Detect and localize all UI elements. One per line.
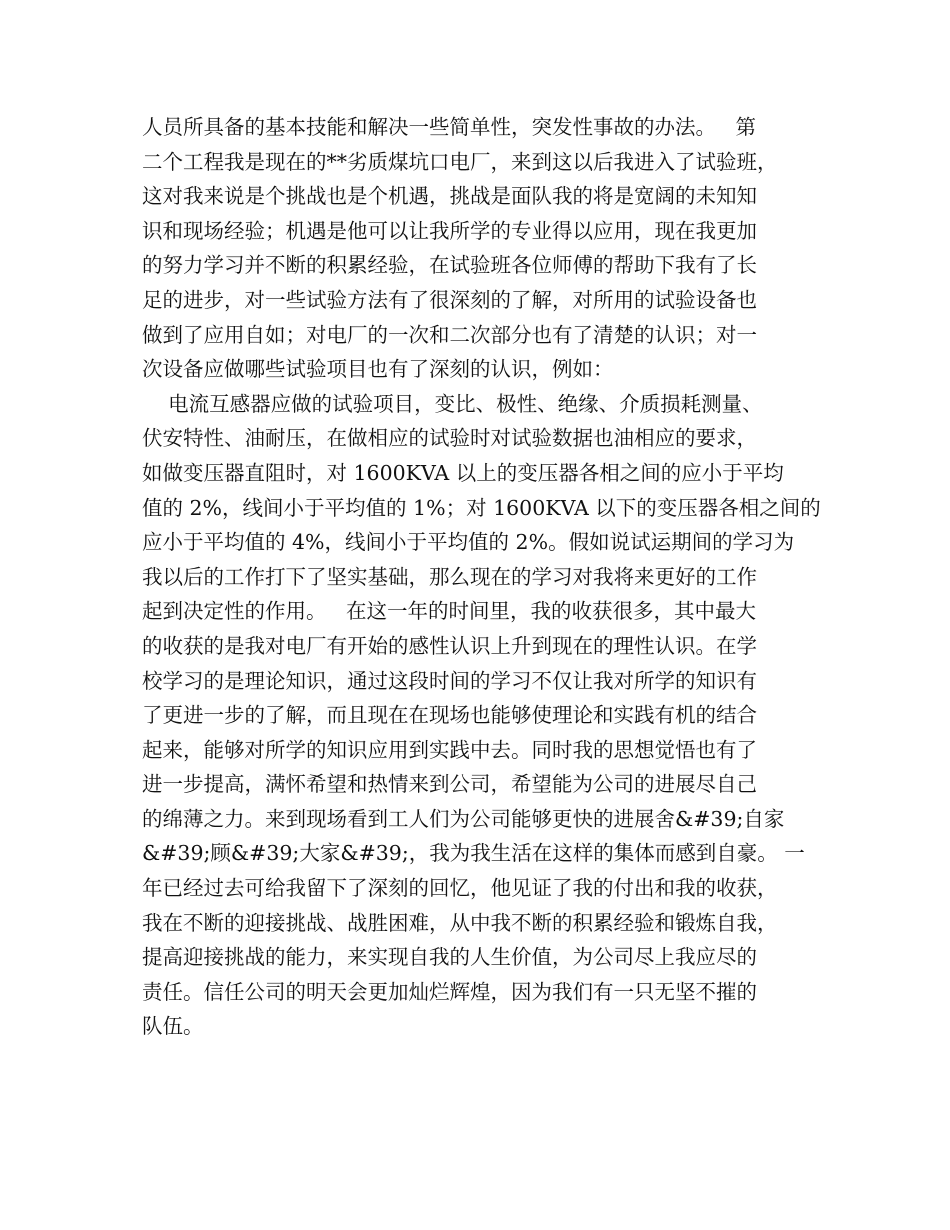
text-line: 做到了应用自如；对电厂的一次和二次部分也有了清楚的认识；对一 [142,322,757,347]
text-line: 校学习的是理论知识，通过这段时间的学习不仅让我对所学的知识有 [142,668,757,693]
text-line: 进一步提高，满怀希望和热情来到公司，希望能为公司的进展尽自己 [142,772,757,797]
text-line: 的努力学习并不断的积累经验，在试验班各位师傅的帮助下我有了长 [142,253,757,278]
text-line: 提高迎接挑战的能力，来实现自我的人生价值，为公司尽上我应尽的 [142,945,757,970]
text-line: 队伍。 [142,1014,204,1039]
text-line: 人员所具备的基本技能和解决一些简单性，突发性事故的办法。 第 [142,115,757,139]
text-line: 我以后的工作打下了坚实基础，那么现在的学习对我将来更好的工作 [142,564,757,589]
text-line: 的收获的是我对电厂有开始的感性认识上升到现在的理性认识。在学 [142,633,757,658]
text-line: 责任。信任公司的明天会更加灿烂辉煌，因为我们有一只无坚不摧的 [142,979,757,1004]
text-line: 足的进步，对一些试验方法有了很深刻的了解，对所用的试验设备也 [142,287,757,312]
text-line: 如做变压器直阻时，对 1600KVA 以上的变压器各相之间的应小于平均 [142,460,784,485]
text-line: 伏安特性、油耐压，在做相应的试验时对试验数据也油相应的要求， [142,426,757,451]
text-line: 了更进一步的了解，而且现在在现场也能够使理论和实践有机的结合 [142,703,757,728]
text-line: &#39;顾&#39;大家&#39;，我为我生活在这样的集体而感到自豪。 一 [142,841,805,866]
text-line: 二个工程我是现在的**劣质煤坑口电厂，来到这以后我进入了试验班， [142,149,778,174]
text-line: 识和现场经验；机遇是他可以让我所学的专业得以应用，现在我更加 [142,218,757,243]
text-line: 应小于平均值的 4%，线间小于平均值的 2%。假如说试运期间的学习为 [142,530,795,555]
text-line: 这对我来说是个挑战也是个机遇，挑战是面队我的将是宽阔的未知知 [142,184,757,209]
text-line: 我在不断的迎接挑战、战胜困难，从中我不断的积累经验和锻炼自我， [142,910,778,935]
text-line: 次设备应做哪些试验项目也有了深刻的认识，例如： [142,357,614,382]
text-line: 起来，能够对所学的知识应用到实践中去。同时我的思想觉悟也有了 [142,737,757,762]
body-text [142,110,862,1044]
text-line: 值的 2%，线间小于平均值的 1%；对 1600KVA 以下的变压器各相之间的 [142,495,821,520]
text-line: 电流互感器应做的试验项目，变比、极性、绝缘、介质损耗测量、 [142,391,763,416]
text-line: 的绵薄之力。来到现场看到工人们为公司能够更快的进展舍&#39;自家 [142,806,785,831]
text-line: 年已经过去可给我留下了深刻的回忆，他见证了我的付出和我的收获， [142,876,778,901]
text-line: 起到决定性的作用。 在这一年的时间里，我的收获很多，其中最大 [142,599,757,624]
